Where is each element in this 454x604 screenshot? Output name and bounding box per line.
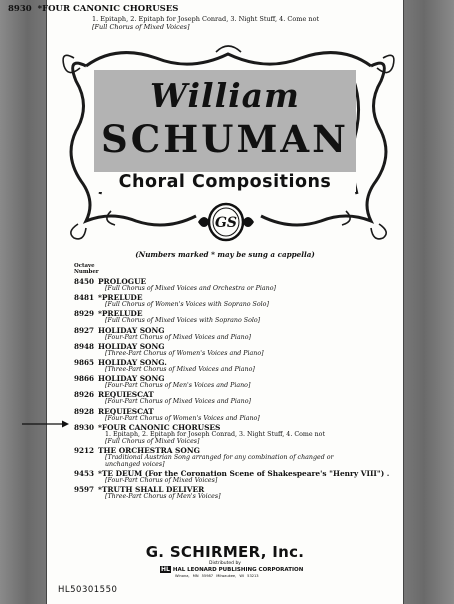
list-item (74, 326, 404, 342)
work-voicing: [Full Chorus of Mixed Voices with Soprano Solo] (105, 317, 261, 325)
distributor-address: Winona, MN 55987 Milwaukee, WI 53213 (175, 574, 259, 578)
work-voicing: [Four-Part Chorus of Mixed Voices] (105, 476, 218, 484)
work-details (105, 454, 334, 469)
collection-subtitle: Choral Compositions (94, 172, 356, 192)
column-header-line1: Octave (74, 263, 95, 269)
work-title: REQUIESCAT (98, 406, 154, 416)
work-title: *TE DEUM (For the Coronation Scene of Shakespeare's "Henry VIII") . (98, 468, 390, 478)
work-voicing-cont: unchanged voices] (105, 460, 165, 468)
arrow-right-icon (20, 419, 70, 429)
octave-number: 8928 (74, 406, 95, 416)
header-contents: 1. Epitaph, 2. Epitaph for Joseph Conrad, 3. Night Stuff, 4. Come not (92, 15, 320, 23)
list-item (74, 407, 404, 423)
list-item (74, 423, 404, 446)
distributed-by-label: Distributed by (209, 561, 241, 566)
composer-first-name: William (150, 76, 300, 115)
a-cappella-note (46, 250, 404, 259)
octave-number: 8948 (74, 341, 95, 351)
octave-number: 8481 (74, 293, 95, 303)
work-title: HOLIDAY SONG (98, 341, 165, 351)
work-voicing: [Four-Part Chorus of Men's Voices and Piano] (105, 382, 251, 390)
octave-number: 8930 (74, 422, 95, 432)
list-item (74, 358, 404, 374)
column-header-line2: Number (74, 269, 99, 275)
schirmer-monogram-logo (196, 200, 256, 244)
header-title (8, 4, 178, 14)
octave-number: 8927 (74, 325, 95, 335)
work-title: HOLIDAY SONG (98, 374, 165, 384)
octave-number: 9212 (74, 445, 95, 455)
note-prefix: (Numbers marked (135, 250, 209, 259)
right-shadow-band (404, 0, 454, 604)
work-voicing: [Full Chorus of Mixed Voices] (105, 437, 200, 445)
work-voicing: [Three-Part Chorus of Mixed Voices and Piano] (105, 365, 255, 373)
list-item (74, 309, 404, 325)
list-item (74, 277, 404, 293)
work-details (105, 431, 325, 446)
column-header (74, 263, 99, 275)
note-suffix: may be sung a cappella) (217, 250, 315, 259)
product-code: HL50301550 (58, 585, 118, 595)
publisher-name: G. SCHIRMER, Inc. (145, 543, 305, 561)
work-title: PROLOGUE (98, 277, 147, 286)
octave-number: 8929 (74, 309, 95, 319)
header-catalog-number: 8930 (8, 4, 32, 14)
work-title: REQUIESCAT (98, 390, 154, 400)
work-voicing: [Full Chorus of Women's Voices with Soprano Solo] (105, 301, 269, 309)
distributor-logo (160, 566, 303, 573)
work-voicing: [Four-Part Chorus of Mixed Voices and Piano] (105, 398, 251, 406)
work-title: *PRELUDE (98, 293, 143, 303)
work-title: *FOUR CANONIC CHORUSES (98, 422, 221, 432)
work-title: THE ORCHESTRA SONG (98, 445, 200, 455)
octave-number: 8450 (74, 277, 95, 286)
list-item (74, 390, 404, 406)
work-voicing: [Three-Part Chorus of Women's Voices and Piano] (105, 349, 264, 357)
work-contents: 1. Epitaph, 2. Epitaph for Joseph Conrad, 3. Night Stuff, 4. Come not (105, 430, 326, 438)
works-list (74, 277, 404, 501)
note-star: * (208, 250, 218, 259)
work-title: *TRUTH SHALL DELIVER (98, 484, 205, 494)
hal-leonard-mark: HL (161, 566, 170, 573)
list-item (74, 446, 404, 469)
distributor-name: HAL LEONARD PUBLISHING CORPORATION (172, 567, 304, 573)
work-voicing: [Full Chorus of Mixed Voices and Orchestra or Piano] (105, 285, 276, 292)
header-voicing: [Full Chorus of Mixed Voices] (92, 23, 190, 31)
composer-last-name: SCHUMAN (101, 117, 349, 161)
header-work-title: *FOUR CANONIC CHORUSES (37, 4, 179, 14)
octave-number: 8926 (74, 390, 95, 400)
list-item (74, 374, 404, 390)
list-item (74, 293, 404, 309)
list-item (74, 469, 404, 485)
left-shadow-band (0, 0, 46, 604)
work-voicing: [Three-Part Chorus of Men's Voices] (105, 492, 221, 500)
work-title: *PRELUDE (98, 309, 143, 319)
octave-number: 9597 (74, 484, 95, 494)
header-details (92, 15, 319, 31)
monogram-text: GS (214, 215, 238, 231)
work-title: HOLIDAY SONG. (98, 357, 167, 367)
octave-number: 9866 (74, 374, 95, 384)
work-voicing: [Four-Part Chorus of Women's Voices and Piano] (105, 414, 260, 422)
list-item (74, 342, 404, 358)
octave-number: 9453 (74, 468, 95, 478)
work-voicing: [Traditional Austrian Song arranged for any combination of changed or (105, 453, 334, 461)
octave-number: 9865 (74, 357, 95, 367)
work-voicing: [Four-Part Chorus of Mixed Voices and Piano] (105, 333, 251, 341)
work-title: HOLIDAY SONG (98, 325, 165, 335)
list-item (74, 485, 404, 501)
